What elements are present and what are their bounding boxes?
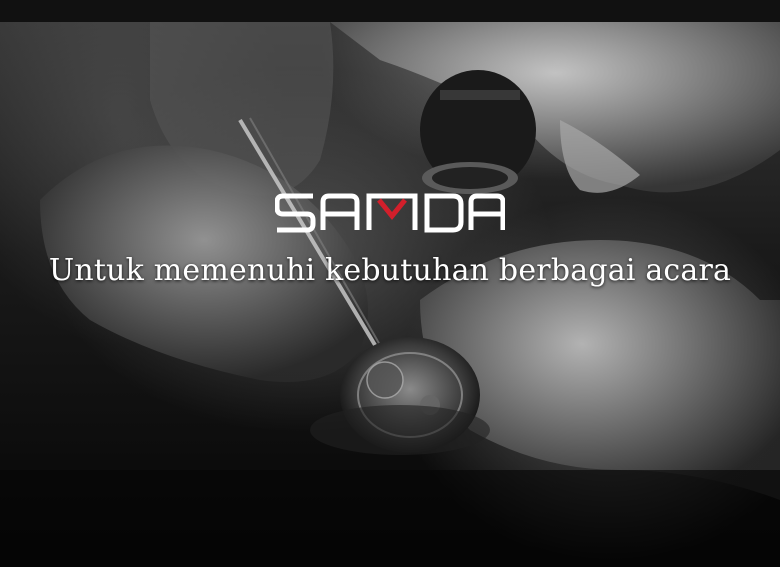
samda-logo-icon (275, 192, 505, 234)
loupe-icon (420, 70, 536, 194)
brand-logo (0, 192, 780, 239)
logo-accent-mark (379, 200, 405, 216)
watchmaker-head (330, 22, 780, 192)
banner-tagline: Untuk memenuhi kebutuhan berbagai acara (48, 253, 732, 288)
